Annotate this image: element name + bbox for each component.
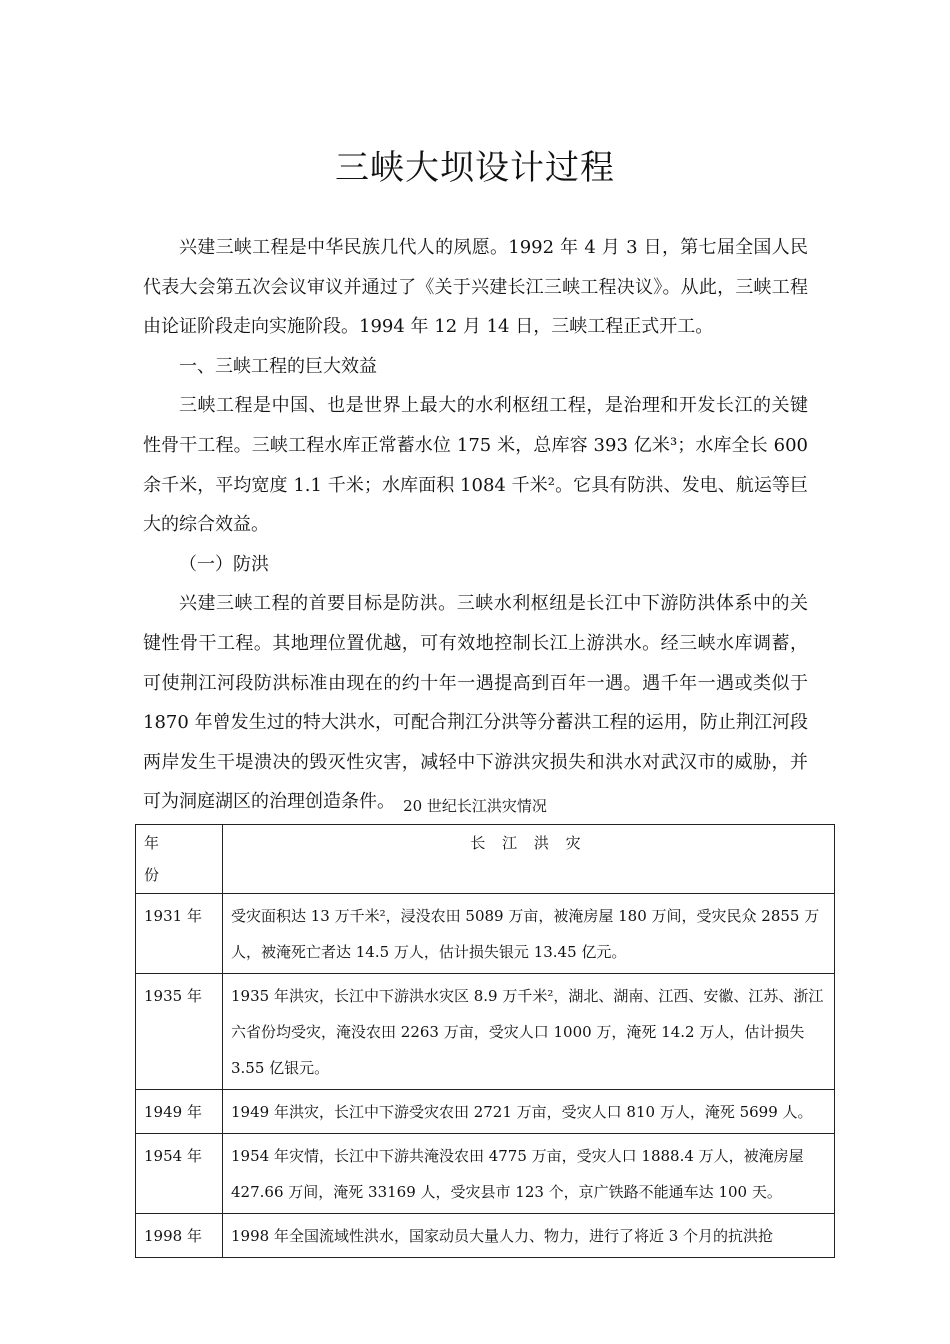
section-heading-benefits: 一、三峡工程的巨大效益: [179, 355, 377, 377]
row-year: 1935 年: [136, 974, 223, 1090]
table-caption: 20 世纪长江洪灾情况: [403, 797, 547, 815]
paragraph-flood-control: 兴建三峡工程的首要目标是防洪。三峡水利枢纽是长江中下游防洪体系中的关键性骨干工程。其地理位置优越，可有效地控制长江上游洪水。经三峡水库调蓄，可使荆江河段防洪标准由现在的约十年一遇提高到百年一遇。遇千年一遇或类似于 1870 年曾发生过的特大洪水，可配合荆江分洪等分蓄洪工程的运用，防止荆江河段两岸发生干堤溃决的毁灭性灾害，减轻中下游洪灾损失和洪水对武汉市的威胁，并可为洞庭湖区的治理创造条件。: [143, 593, 808, 813]
table-row: [136, 1214, 835, 1258]
table-row: [136, 974, 835, 1090]
row-description: 1954 年灾情，长江中下游共淹没农田 4775 万亩，受灾人口 1888.4 万人，被淹房屋 427.66 万间，淹死 33169 人，受灾县市 123 个，京广铁路不能通车达 100 天。: [223, 1134, 835, 1214]
row-description: 1998 年全国流域性洪水，国家动员大量人力、物力，进行了将近 3 个月的抗洪抢: [223, 1214, 835, 1258]
page-title: 三峡大坝设计过程: [335, 148, 615, 188]
body-text: [143, 228, 808, 822]
row-year: 1998 年: [136, 1214, 223, 1258]
table-row: [136, 894, 835, 974]
row-description: 1949 年洪灾，长江中下游受灾农田 2721 万亩，受灾人口 810 万人，淹死 5699 人。: [223, 1090, 835, 1134]
header-year: 年 份: [136, 825, 223, 894]
table-row: [136, 1090, 835, 1134]
paragraph-intro: 兴建三峡工程是中华民族几代人的夙愿。1992 年 4 月 3 日，第七届全国人民代表大会第五次会议审议并通过了《关于兴建长江三峡工程决议》。从此，三峡工程由论证阶段走向实施阶段。1994 年 12 月 14 日，三峡工程正式开工。: [143, 237, 808, 338]
paragraph-benefits: 三峡工程是中国、也是世界上最大的水利枢纽工程，是治理和开发长江的关键性骨干工程。三峡工程水库正常蓄水位 175 米，总库容 393 亿米³；水库全长 600 余千米，平均宽度 1.1 千米；水库面积 1084 千米²。它具有防洪、发电、航运等巨大的综合效益。: [143, 395, 808, 536]
row-year: 1949 年: [136, 1090, 223, 1134]
flood-table: [135, 824, 835, 1258]
row-description: 受灾面积达 13 万千米²，浸没农田 5089 万亩，被淹房屋 180 万间，受灾民众 2855 万人，被淹死亡者达 14.5 万人，估计损失银元 13.45 亿元。: [223, 894, 835, 974]
row-description: 1935 年洪灾，长江中下游洪水灾区 8.9 万千米²，湖北、湖南、江西、安徽、江苏、浙江六省份均受灾，淹没农田 2263 万亩，受灾人口 1000 万，淹死 14.2 万人，估计损失 3.55 亿银元。: [223, 974, 835, 1090]
header-flood: 长 江 洪 灾: [223, 825, 835, 894]
table-header-row: [136, 825, 835, 894]
row-year: 1954 年: [136, 1134, 223, 1214]
row-year: 1931 年: [136, 894, 223, 974]
subsection-heading-flood-control: （一）防洪: [179, 553, 269, 575]
table-row: [136, 1134, 835, 1214]
